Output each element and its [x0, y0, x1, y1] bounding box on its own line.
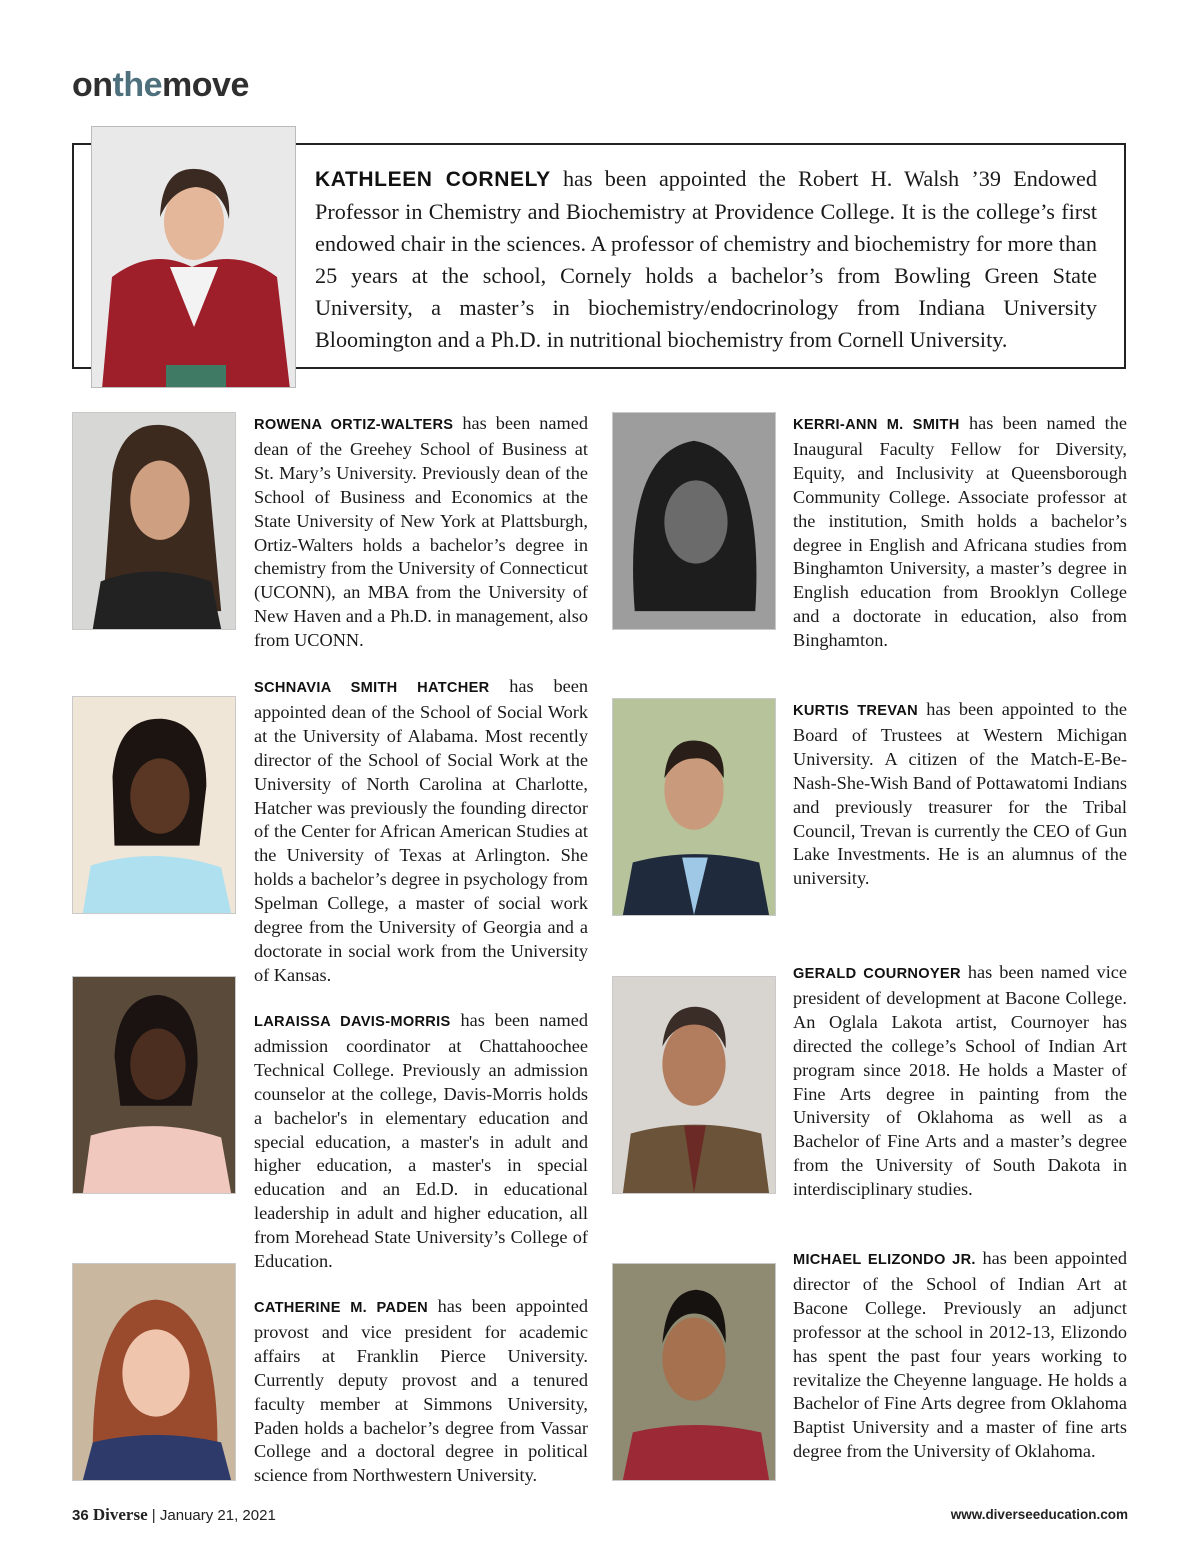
feature-name: KATHLEEN CORNELY	[315, 168, 551, 191]
photo-catherine-m-paden	[72, 1263, 236, 1481]
bio-name: ROWENA ORTIZ-WALTERS	[254, 417, 454, 433]
page-number: 36	[72, 1507, 89, 1524]
photo-kerri-ann-m-smith	[612, 412, 776, 630]
bio-text: has been named the Inaugural Faculty Fellow for Diversity, Equity, and Inclusivity at Queensborough Community College. Associate professor at the institution, Smith holds a bachelor’s degree in English and Africana studies from Binghamton University, a master’s degree in English education from Brooklyn College and a doctorate in education, also from Binghamton.	[793, 413, 1127, 651]
bio-text: has been appointed director of the School of Indian Art at Bacone College. Previously an adjunct professor at the school in 2012-13, Elizondo has spent the past four years working to revitalize the Cheyenne language. He holds a Bachelor of Fine Arts degree from Oklahoma Baptist University and a master of fine arts degree from the University of Oklahoma.	[793, 1248, 1127, 1462]
bio-text: has been named vice president of development at Bacone College. An Oglala Lakota artist, Cournoyer has directed the college’s School of Indian Art program since 2018. He holds a Master of Fine Arts degree in painting from the University of Oklahoma as well as a Bachelor of Fine Arts and a master’s degree from the University of South Dakota in interdisciplinary studies.	[793, 962, 1127, 1200]
photo-kurtis-trevan	[612, 698, 776, 916]
bio-rowena-ortiz-walters	[254, 412, 588, 653]
bio-name: LARAISSA DAVIS-MORRIS	[254, 1014, 451, 1030]
bio-text: has been appointed dean of the School of Social Work at the University of Alabama. Most recently director of the School of Social Work at the University of North Carolina at Charlotte, Hatcher was previously the founding director of the Center for African American Studies at the University of Texas at Arlington. She holds a bachelor’s degree in psychology from Spelman College, a master of social work degree from the University of Georgia and a doctorate in social work from the University of Kansas.	[254, 676, 588, 985]
bio-text: has been named dean of the Greehey School of Business at St. Mary’s University. Previously dean of the School of Business and Economics at the State University of New York at Plattsburgh, Ortiz-Walters holds a bachelor’s degree in chemistry from the University of Connecticut (UCONN), an MBA from the University of New Haven and a Ph.D. in management, also from UCONN.	[254, 413, 588, 651]
title-on: on	[72, 66, 113, 104]
footer-folio	[72, 1505, 276, 1525]
photo-schnavia-smith-hatcher	[72, 696, 236, 914]
footer-separator: |	[151, 1507, 156, 1524]
bio-text: has been named admission coordinator at Chattahoochee Technical College. Previously an admission counselor at the college, Davis-Morris holds a bachelor's in elementary education and special education, a master's in adult and higher education, a master's in special education and an Ed.D. in educational leadership in adult and higher education, all from Morehead State University’s College of Education.	[254, 1010, 588, 1272]
bio-text: has been appointed provost and vice president for academic affairs at Franklin Pierce University. Currently deputy provost and a tenured faculty member at Simmons University, Paden holds a bachelor’s degree from Vassar College and a doctoral degree in political science from Northwestern University.	[254, 1296, 588, 1486]
section-title	[72, 66, 249, 105]
bio-kerri-ann-m-smith	[793, 412, 1127, 653]
bio-kurtis-trevan	[793, 698, 1127, 891]
magazine-name: Diverse	[92, 1505, 148, 1524]
bio-schnavia-smith-hatcher	[254, 675, 588, 988]
bio-name: KURTIS TREVAN	[793, 703, 918, 719]
title-the: the	[112, 66, 163, 104]
bio-michael-elizondo-jr	[793, 1247, 1127, 1464]
bio-gerald-cournoyer	[793, 961, 1127, 1202]
photo-gerald-cournoyer	[612, 976, 776, 1194]
bio-laraissa-davis-morris	[254, 1009, 588, 1274]
bio-name: SCHNAVIA SMITH HATCHER	[254, 680, 490, 696]
photo-michael-elizondo-jr	[612, 1263, 776, 1481]
bio-name: KERRI-ANN M. SMITH	[793, 417, 960, 433]
feature-description: has been appointed the Robert H. Walsh ’39 Endowed Professor in Chemistry and Biochemistry at Providence College. It is the college’s first endowed chair in the sciences. A professor of chemistry and biochemistry for more than 25 years at the school, Cornely holds a bachelor’s from Bowling Green State University, a master’s in biochemistry/endocrinology from Indiana University Bloomington and a Ph.D. in nutritional biochemistry from Cornell University.	[315, 166, 1098, 352]
bio-name: GERALD COURNOYER	[793, 966, 961, 982]
title-move: move	[162, 66, 249, 104]
bio-text: has been appointed to the Board of Trustees at Western Michigan University. A citizen of the Match-E-Be-Nash-She-Wish Band of Pottawatomi Indians and previously treasurer for the Tribal Council, Trevan is currently the CEO of Gun Lake Investments. He is an alumnus of the university.	[793, 699, 1127, 889]
issue-date: January 21, 2021	[159, 1507, 276, 1524]
bio-name: CATHERINE M. PADEN	[254, 1300, 428, 1316]
photo-rowena-ortiz-walters	[72, 412, 236, 630]
bio-name: MICHAEL ELIZONDO JR.	[793, 1252, 976, 1268]
feature-photo	[91, 126, 296, 388]
photo-laraissa-davis-morris	[72, 976, 236, 1194]
feature-bio	[315, 163, 1097, 356]
bio-catherine-m-paden	[254, 1295, 588, 1488]
footer-url[interactable]: www.diverseeducation.com	[950, 1507, 1128, 1522]
